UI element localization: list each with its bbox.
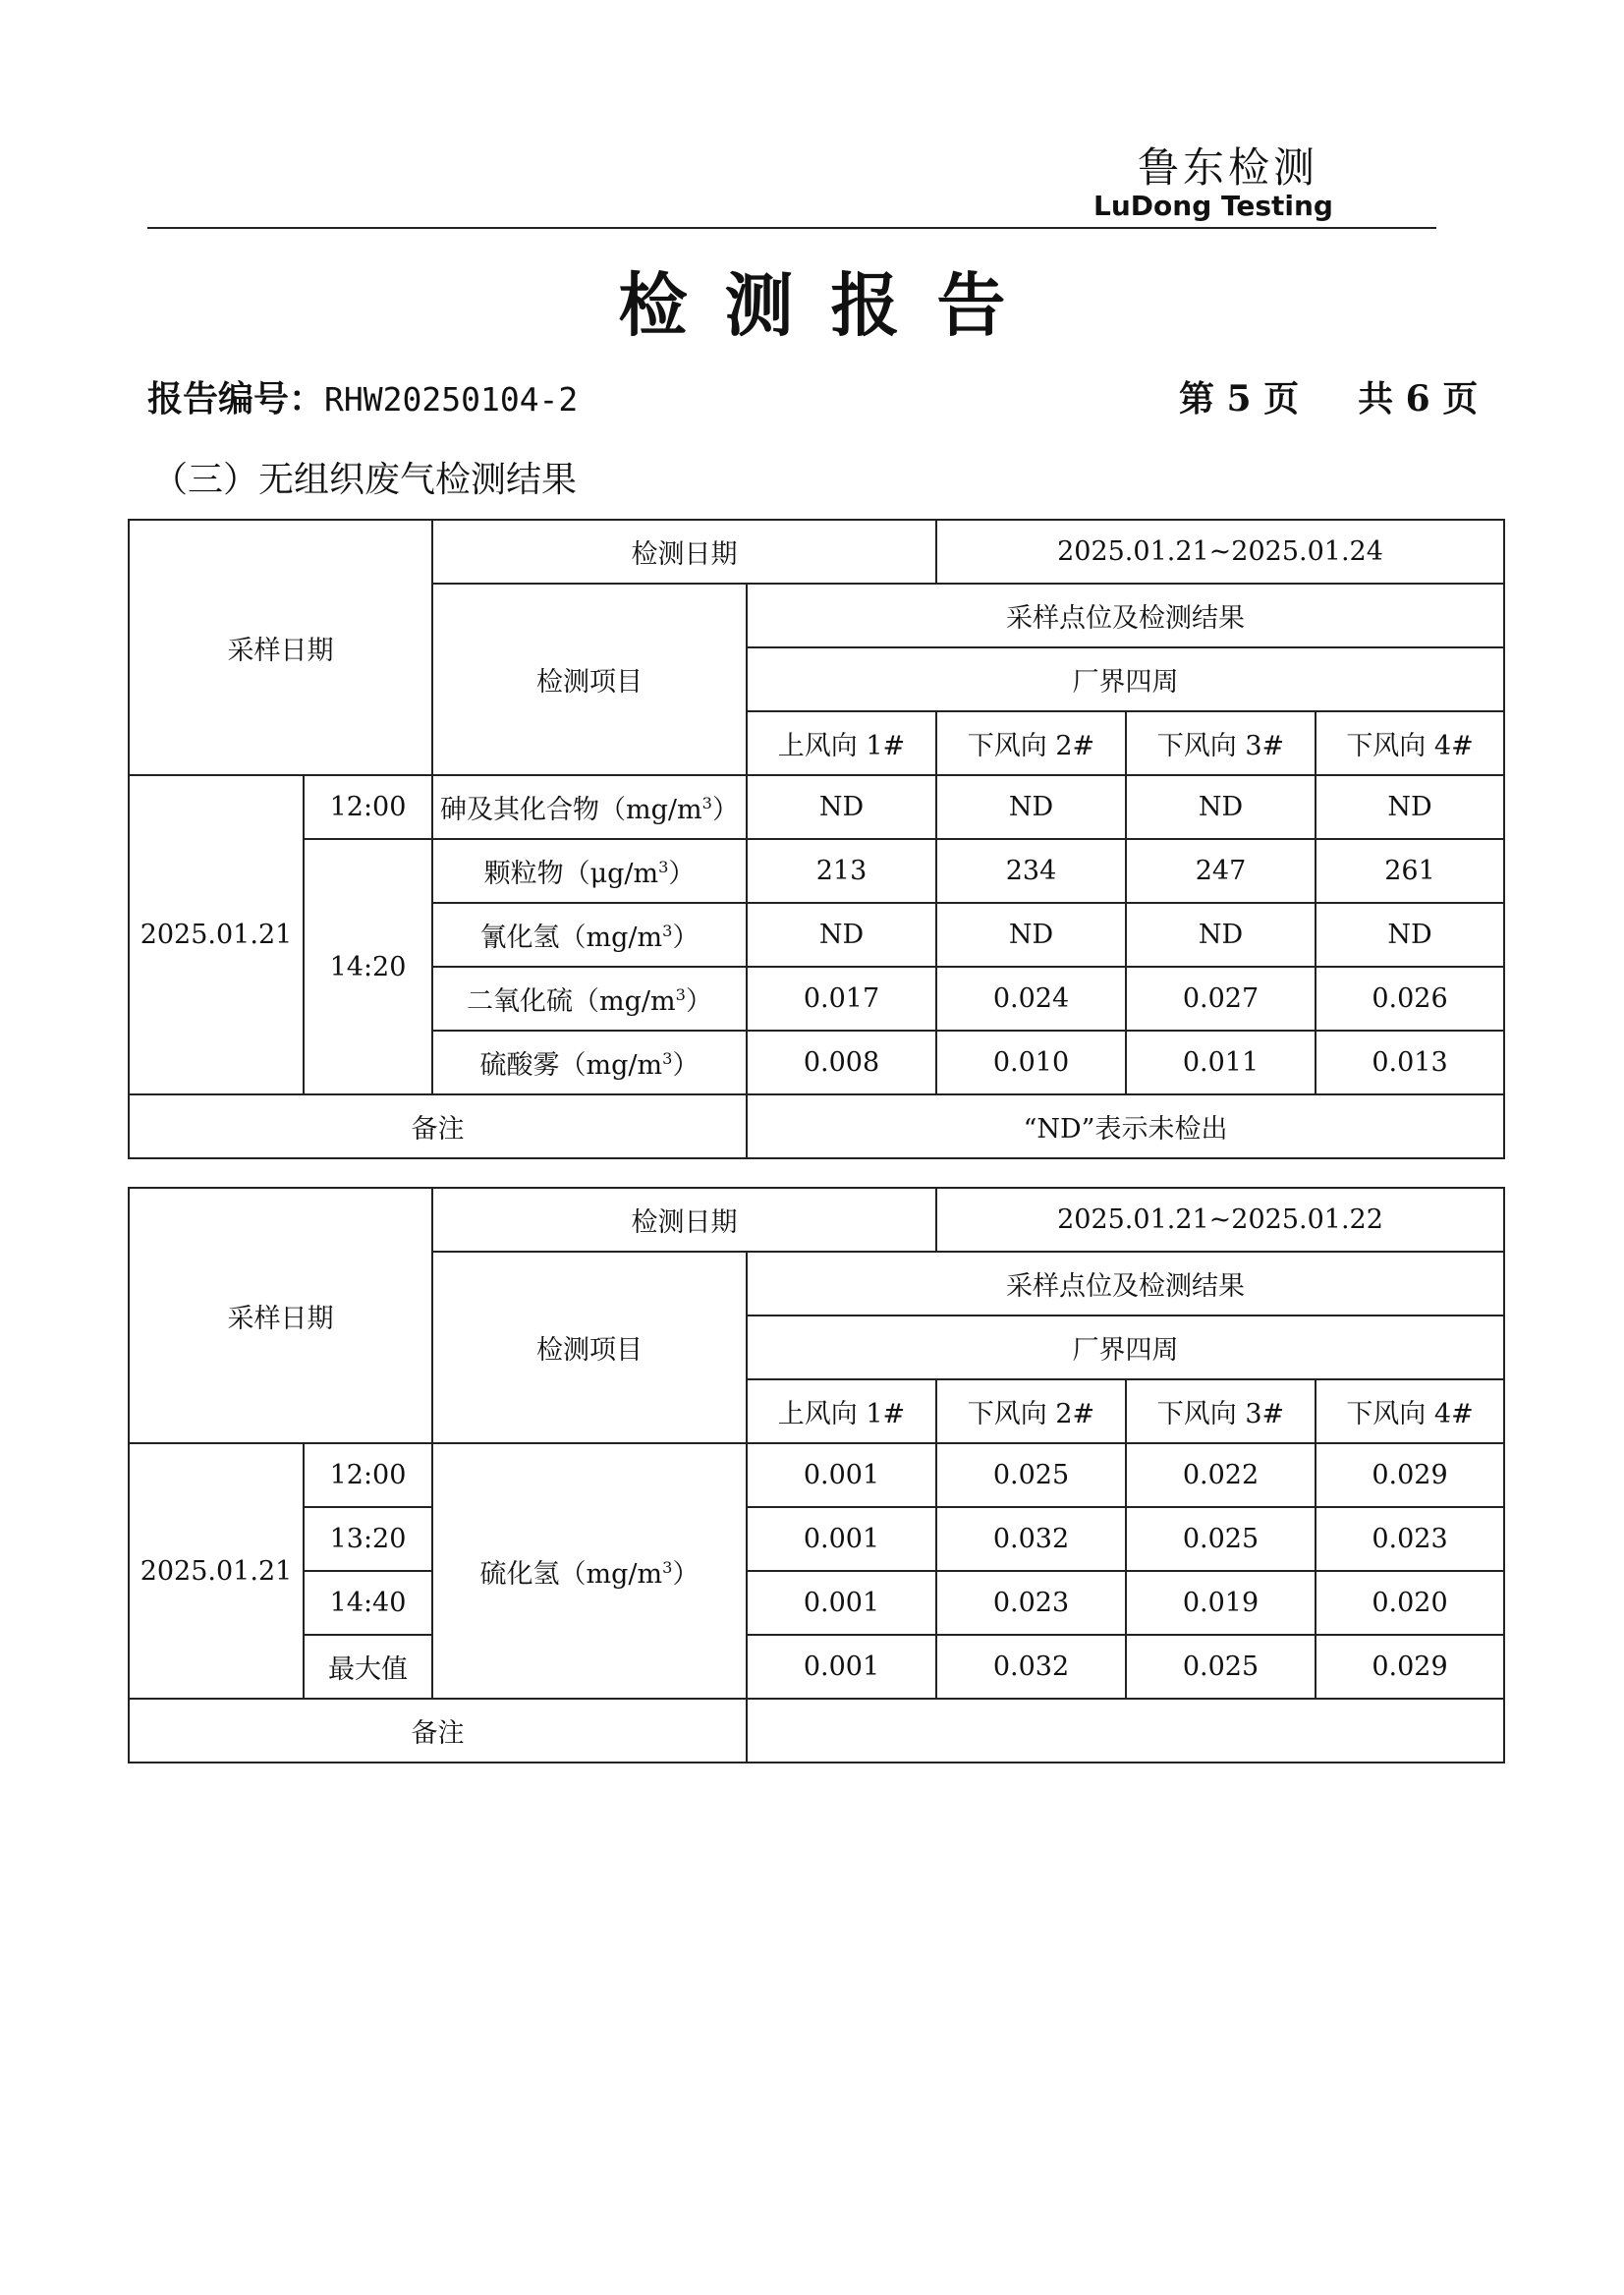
result-cell: 0.029 bbox=[1316, 1443, 1504, 1507]
result-cell: ND bbox=[747, 903, 936, 967]
result-cell: 0.022 bbox=[1126, 1443, 1316, 1507]
result-cell: 247 bbox=[1126, 839, 1316, 903]
test-date-value: 2025.01.21~2025.01.22 bbox=[936, 1188, 1504, 1252]
remark-row bbox=[129, 1699, 1504, 1763]
result-cell: ND bbox=[1316, 775, 1504, 839]
table-row bbox=[129, 1571, 1504, 1635]
remark-row bbox=[129, 1094, 1504, 1158]
area-header: 厂界四周 bbox=[747, 647, 1504, 711]
point-header: 上风向 1# bbox=[747, 711, 936, 775]
sampling-time: 最大值 bbox=[304, 1635, 432, 1699]
test-date-label: 检测日期 bbox=[432, 520, 936, 584]
point-header: 下风向 4# bbox=[1316, 711, 1504, 775]
test-item: 硫化氢$(mg/m^3)$ bbox=[432, 1443, 747, 1699]
test-date-label: 检测日期 bbox=[432, 1188, 936, 1252]
test-item: 氰化氢$(mg/m^3)$ bbox=[432, 903, 747, 967]
result-cell: 0.001 bbox=[747, 1443, 936, 1507]
results-table-2 bbox=[128, 1187, 1505, 1763]
results-header: 采样点位及检测结果 bbox=[747, 1252, 1504, 1315]
page-total: 共 6 页 bbox=[1358, 378, 1479, 420]
sampling-time: 13:20 bbox=[304, 1507, 432, 1571]
header-rule bbox=[147, 227, 1436, 229]
sampling-date-header: 采样日期 bbox=[129, 1188, 432, 1443]
area-header: 厂界四周 bbox=[747, 1315, 1504, 1379]
result-cell: 0.008 bbox=[747, 1031, 936, 1094]
remark-text bbox=[747, 1699, 1504, 1763]
result-cell: 0.020 bbox=[1316, 1571, 1504, 1635]
result-cell: 0.025 bbox=[1126, 1507, 1316, 1571]
brand-name-cn: 鲁东检测 bbox=[1137, 143, 1318, 192]
result-cell: 0.010 bbox=[936, 1031, 1126, 1094]
result-cell: 0.024 bbox=[936, 967, 1126, 1031]
result-cell: 234 bbox=[936, 839, 1126, 903]
table-row bbox=[129, 1507, 1504, 1571]
result-cell: 261 bbox=[1316, 839, 1504, 903]
result-cell: 0.023 bbox=[1316, 1507, 1504, 1571]
section-title: （三）无组织废气检测结果 bbox=[152, 460, 578, 500]
test-item: 硫酸雾$(mg/m^3)$ bbox=[432, 1031, 747, 1094]
result-cell: 0.017 bbox=[747, 967, 936, 1031]
remark-label: 备注 bbox=[129, 1699, 747, 1763]
page-current: 第 5 页 bbox=[1179, 378, 1300, 420]
result-cell: 213 bbox=[747, 839, 936, 903]
brand-name-en: LuDong Testing bbox=[1093, 190, 1333, 222]
point-header: 上风向 1# bbox=[747, 1379, 936, 1443]
report-number bbox=[147, 371, 578, 421]
point-header: 下风向 4# bbox=[1316, 1379, 1504, 1443]
remark-text: “ND”表示未检出 bbox=[747, 1094, 1504, 1158]
result-cell: 0.032 bbox=[936, 1635, 1126, 1699]
result-cell: 0.001 bbox=[747, 1507, 936, 1571]
table-row bbox=[129, 775, 1504, 839]
sampling-time: 14:20 bbox=[304, 839, 432, 1094]
results-table-1 bbox=[128, 519, 1505, 1159]
result-cell: ND bbox=[1126, 775, 1316, 839]
result-cell: 0.025 bbox=[936, 1443, 1126, 1507]
sampling-time: 12:00 bbox=[304, 1443, 432, 1507]
test-item-header: 检测项目 bbox=[432, 584, 747, 775]
result-cell: 0.001 bbox=[747, 1571, 936, 1635]
test-item: 颗粒物$(\mu g/m^3)$ bbox=[432, 839, 747, 903]
report-title: 检测报告 bbox=[618, 264, 1043, 346]
result-cell: ND bbox=[1126, 903, 1316, 967]
result-cell: 0.027 bbox=[1126, 967, 1316, 1031]
result-cell: 0.023 bbox=[936, 1571, 1126, 1635]
sampling-date-value: 2025.01.21 bbox=[129, 1443, 304, 1699]
sampling-date-header: 采样日期 bbox=[129, 520, 432, 775]
test-item-header: 检测项目 bbox=[432, 1252, 747, 1443]
test-item: 砷及其化合物$(mg/m^3)$ bbox=[432, 775, 747, 839]
result-cell: ND bbox=[747, 775, 936, 839]
test-item: 二氧化硫$(mg/m^3)$ bbox=[432, 967, 747, 1031]
sampling-date-value: 2025.01.21 bbox=[129, 775, 304, 1094]
report-number-value: RHW20250104-2 bbox=[324, 380, 579, 419]
report-number-label: 报告编号： bbox=[147, 378, 325, 420]
table-row bbox=[129, 1635, 1504, 1699]
results-header: 采样点位及检测结果 bbox=[747, 584, 1504, 647]
point-header: 下风向 3# bbox=[1126, 711, 1316, 775]
result-cell: 0.001 bbox=[747, 1635, 936, 1699]
sampling-time: 14:40 bbox=[304, 1571, 432, 1635]
page-info bbox=[1179, 371, 1478, 421]
result-cell: ND bbox=[936, 775, 1126, 839]
result-cell: ND bbox=[936, 903, 1126, 967]
table-row bbox=[129, 839, 1504, 903]
result-cell: 0.011 bbox=[1126, 1031, 1316, 1094]
remark-label: 备注 bbox=[129, 1094, 747, 1158]
point-header: 下风向 3# bbox=[1126, 1379, 1316, 1443]
result-cell: ND bbox=[1316, 903, 1504, 967]
result-cell: 0.025 bbox=[1126, 1635, 1316, 1699]
result-cell: 0.026 bbox=[1316, 967, 1504, 1031]
result-cell: 0.032 bbox=[936, 1507, 1126, 1571]
sampling-time: 12:00 bbox=[304, 775, 432, 839]
test-date-value: 2025.01.21~2025.01.24 bbox=[936, 520, 1504, 584]
point-header: 下风向 2# bbox=[936, 1379, 1126, 1443]
result-cell: 0.013 bbox=[1316, 1031, 1504, 1094]
table-row bbox=[129, 1443, 1504, 1507]
result-cell: 0.019 bbox=[1126, 1571, 1316, 1635]
result-cell: 0.029 bbox=[1316, 1635, 1504, 1699]
point-header: 下风向 2# bbox=[936, 711, 1126, 775]
